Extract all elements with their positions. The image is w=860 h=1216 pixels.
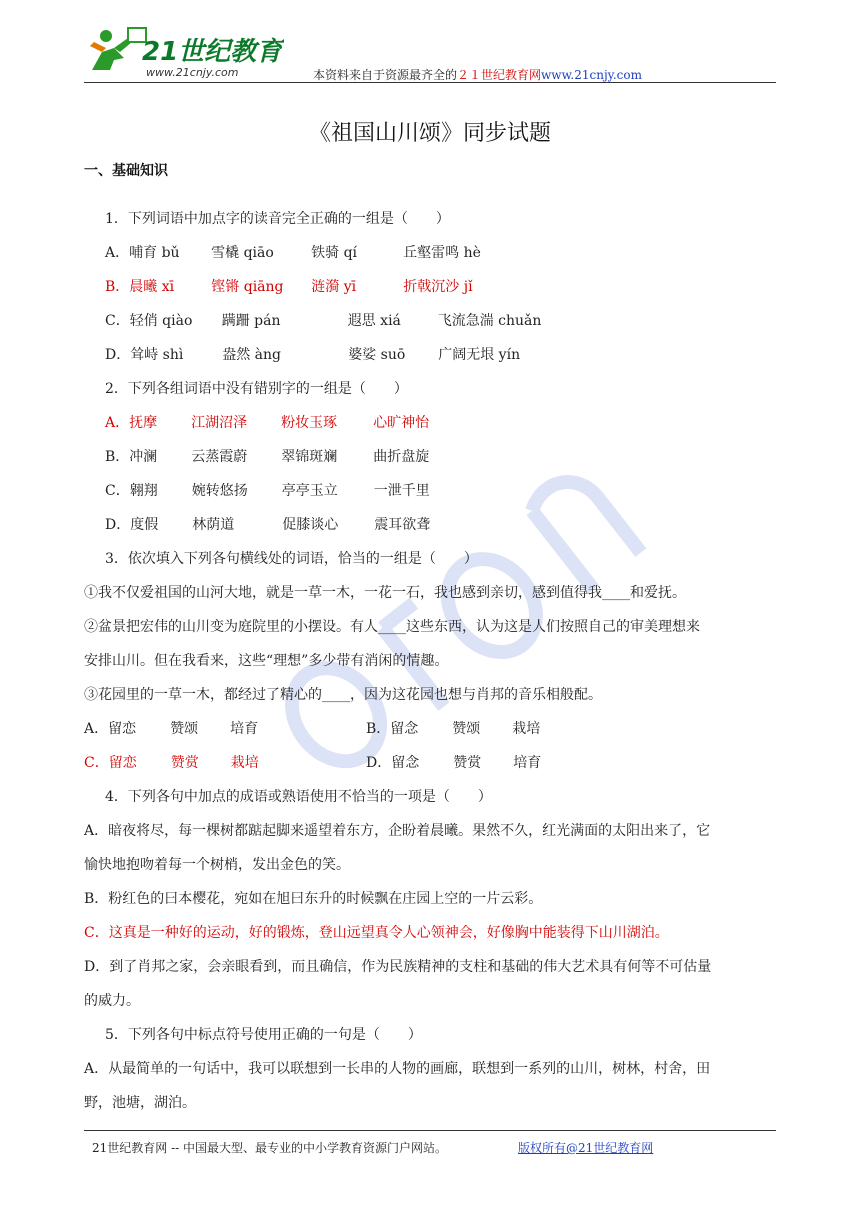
copyright-link[interactable]: 版权所有@21世纪教育网 (518, 1141, 654, 1155)
runner-logo-icon (84, 24, 284, 80)
q3-option-d[interactable]: D．留念 赞赏 培育 (366, 755, 542, 771)
q3-option-b[interactable]: B．留念 赞颂 栽培 (366, 721, 541, 737)
question-list (84, 211, 785, 1120)
site-logo (84, 24, 284, 80)
q3-options-row-2 (84, 746, 785, 780)
brand-name: ２１世纪教育网 (457, 68, 542, 82)
q1-option-d[interactable]: D．耸峙 shì 盎然 àng 婆娑 suō 广阔无垠 yín (105, 347, 521, 363)
page-title: 《祖国山川颂》同步试题 (308, 121, 551, 146)
q4-option-a-line-2: 愉快地抱吻着每一个树梢，发出金色的笑。 (84, 857, 350, 873)
q3-sentence-3: ③花园里的一草一木，都经过了精心的____，因为这花园也想与肖邦的音乐相般配。 (84, 687, 602, 703)
q4-option-d-line-2: 的威力。 (84, 993, 140, 1009)
q5-option-a-line-1[interactable]: A．从最简单的一句话中，我可以联想到一长串的人物的画廊，联想到一系列的山川，树林，村舍，田 (84, 1061, 711, 1077)
q3-sentence-2b: 安排山川。但在我看来，这些“理想”多少带有消闲的情趣。 (84, 653, 449, 669)
header-divider (84, 82, 776, 83)
q4-option-d-line-1[interactable]: D．到了肖邦之家，会亲眼看到，而且确信，作为民族精神的支柱和基础的伟大艺术具有何等不可估量 (84, 959, 712, 975)
q1-option-a[interactable]: A．哺育 bǔ 雪橇 qiāo 铁骑 qí 丘壑雷鸣 hè (105, 245, 481, 261)
header-url[interactable]: www.21cnjy.com (541, 68, 642, 82)
question-3-stem: 3．依次填入下列各句横线处的词语，恰当的一组是（ ） (105, 551, 478, 567)
logo-url: www.21cnjy.com (146, 66, 239, 79)
q4-option-c[interactable]: C．这真是一种好的运动，好的锻炼，登山远望真令人心领神会，好像胸中能装得下山川湖泊。 (84, 925, 669, 941)
q2-option-d[interactable]: D．度假 林荫道 促膝谈心 震耳欲聋 (105, 517, 431, 533)
question-5-stem: 5．下列各句中标点符号使用正确的一句是（ ） (105, 1027, 422, 1043)
q3-sentence-2a: ②盆景把宏伟的山川变为庭院里的小摆设。有人____这些东西，认为这是人们按照自己的审美理想来 (84, 619, 700, 635)
q3-options-row-1 (84, 712, 785, 746)
header-note: 本资料来自于资源最齐全的２１世纪教育网www.21cnjy.com (313, 68, 642, 82)
q3-option-c[interactable]: C．留恋 赞赏 栽培 (84, 755, 259, 771)
logo-text: 21世纪教育 (142, 37, 283, 67)
footer-text: 21世纪教育网 -- 中国最大型、最专业的中小学教育资源门户网站。 (92, 1141, 448, 1155)
footer-divider (84, 1130, 776, 1131)
q2-option-c[interactable]: C．翱翔 婉转悠扬 亭亭玉立 一泄千里 (105, 483, 430, 499)
q2-option-a[interactable]: A．抚摩 江湖沼泽 粉妆玉琢 心旷神怡 (105, 415, 430, 431)
q3-option-a[interactable]: A．留恋 赞颂 培育 (84, 721, 259, 737)
q4-option-a-line-1[interactable]: A．暗夜将尽，每一棵树都踮起脚来遥望着东方，企盼着晨曦。果然不久，红光满面的太阳出来了，它 (84, 823, 711, 839)
section-title: 一、基础知识 (84, 163, 168, 179)
q1-option-c[interactable]: C．轻俏 qiào 蹒跚 pán 遐思 xiá 飞流急湍 chuǎn (105, 313, 542, 329)
question-1-stem: 1．下列词语中加点字的读音完全正确的一组是（ ） (105, 211, 450, 227)
q5-option-a-line-2: 野，池塘，湖泊。 (84, 1095, 196, 1111)
q4-option-b[interactable]: B．粉红色的曰本樱花，宛如在旭曰东升的时候飘在庄园上空的一片云彩。 (84, 891, 543, 907)
q2-option-b[interactable]: B．冲澜 云蒸霞蔚 翠锦斑斓 曲折盘旋 (105, 449, 430, 465)
question-2-stem: 2．下列各组词语中没有错别字的一组是（ ） (105, 381, 408, 397)
q1-option-b[interactable]: B．晨曦 xī 铿锵 qiāng 涟漪 yī 折戟沉沙 jǐ (105, 279, 473, 295)
q3-sentence-1: ①我不仅爱祖国的山河大地，就是一草一木，一花一石，我也感到亲切，感到值得我____和爱抚。 (84, 585, 686, 601)
question-4-stem: 4．下列各句中加点的成语或熟语使用不恰当的一项是（ ） (105, 789, 492, 805)
